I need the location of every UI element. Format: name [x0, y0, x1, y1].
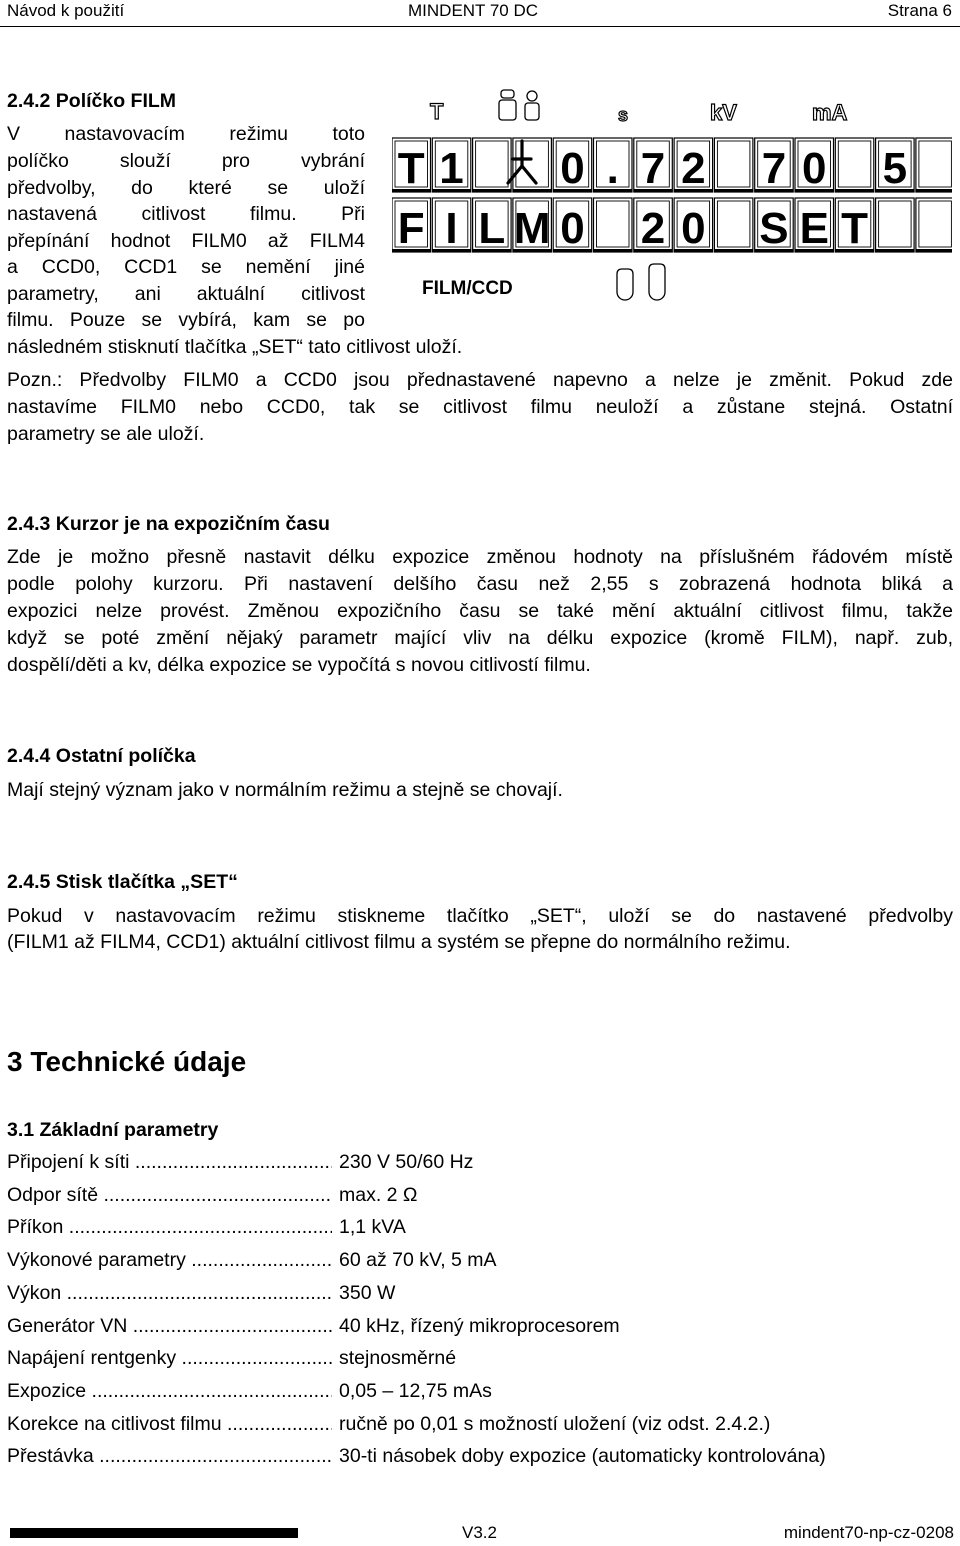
lcd-char: I [445, 204, 458, 253]
lcd-char: T [397, 144, 425, 193]
para-line: Pokud v nastavovacím režimu stiskneme tlačítko „SET“, uloží se do nastavené předvolby [7, 905, 953, 927]
param-label: Expozice ..... [7, 1380, 332, 1403]
param-label: Příkon ..... [7, 1216, 332, 1239]
footer-bar [10, 1528, 298, 1538]
para-line: předvolby, do které se uloží [7, 177, 365, 199]
adult-child-icon [617, 264, 665, 300]
param-value: 60 až 70 kV, 5 mA [339, 1249, 497, 1271]
lcd-label-t: T [430, 99, 444, 124]
lcd-char: L [478, 204, 506, 253]
lcd-cell [916, 198, 952, 252]
lcd-cell [714, 198, 753, 252]
para-line: dospělí/děti a kv, délka expozice se vypočítá s novou citlivostí filmu. [7, 654, 591, 676]
lcd-cell [634, 138, 673, 193]
lcd-cell [513, 138, 552, 192]
para-line: podle polohy kurzoru. Při nastavení delšího času než 2,55 s zobrazená hodnota bliká a [7, 573, 953, 595]
lcd-cell [473, 198, 512, 253]
note-line: Pozn.: Předvolby FILM0 a CCD0 jsou přednastavené napevno a nelze je změnit. Pokud zde [7, 369, 953, 391]
lcd-cell [392, 138, 431, 193]
lcd-cell [795, 198, 834, 253]
param-label: Výkon ..... [7, 1282, 332, 1305]
param-label: Napájení rentgenky ..... [7, 1347, 332, 1370]
header-center: MINDENT 70 DC [408, 1, 539, 20]
lcd-char: 7 [761, 144, 787, 193]
param-value: 230 V 50/60 Hz [339, 1151, 474, 1173]
chapter-3-title: 3 Technické údaje [7, 1046, 247, 1077]
display-caption: FILM/CCD [422, 278, 513, 299]
param-value: 1,1 kVA [339, 1216, 406, 1238]
lcd-char: T [841, 204, 868, 253]
para-line: Zde je možno přesně nastavit délku expozice změnou hodnoty na příslušném řádovém místě [7, 546, 953, 568]
lcd-cell [473, 138, 512, 192]
lcd-cell [755, 198, 794, 253]
lcd-cell [674, 198, 713, 253]
lcd-cell [513, 198, 552, 253]
section-2-4-3-title: 2.4.3 Kurzor je na expozičním času [7, 513, 330, 535]
lcd-cell [594, 138, 633, 193]
para-line: V nastavovacím režimu toto [7, 123, 365, 145]
param-label: Odpor sítě ..... [7, 1184, 332, 1207]
para-line: následném stisknutí tlačítka „SET“ tato citlivost uloží. [7, 336, 463, 358]
footer-doc-id: mindent70-np-cz-0208 [783, 1523, 954, 1542]
para-line: Mají stejný význam jako v normálním režimu a stejně se chovají. [7, 779, 563, 801]
lcd-row-2 [392, 198, 952, 253]
param-value: 350 W [339, 1282, 396, 1304]
para-line: expozici nelze provést. Změnou expozičního času se také mění aktuální citlivost filmu, takže [7, 600, 953, 622]
lcd-cell [553, 198, 592, 253]
lcd-char: 0 [681, 204, 706, 253]
lcd-cell [714, 138, 753, 192]
lcd-char: 0 [560, 144, 585, 193]
header-left: Návod k použití [7, 1, 125, 20]
para-line: a CCD0, CCD1 se nemění jiné [7, 256, 365, 278]
lcd-cell [876, 198, 915, 252]
note-line: parametry se ale uloží. [7, 423, 205, 445]
param-label: Přestávka ..... [7, 1445, 332, 1468]
para-line: parametry, ani aktuální citlivost [7, 283, 365, 305]
lcd-char: 0 [802, 144, 827, 193]
header-rule [0, 26, 960, 27]
para-line: když se poté změní nějaký parametr mající vliv na délku expozice (kromě FILM), např. zub, [7, 627, 953, 649]
lcd-char: 2 [640, 204, 666, 253]
lcd-label-ma: mA [812, 100, 848, 125]
param-label: Připojení k síti ..... [7, 1151, 332, 1174]
lcd-label-kv: kV [710, 100, 737, 125]
header-right: Strana 6 [887, 1, 952, 20]
footer-version: V3.2 [462, 1523, 497, 1542]
param-label: Korekce na citlivost filmu ..... [7, 1413, 332, 1436]
lcd-cell [634, 198, 673, 253]
param-label: Výkonové parametry ..... [7, 1249, 332, 1272]
lcd-cell [755, 138, 794, 193]
lcd-cell [916, 138, 952, 192]
param-value: 40 kHz, řízený mikroprocesorem [339, 1315, 620, 1337]
param-value: stejnosměrné [339, 1347, 457, 1369]
lcd-char: M [513, 204, 551, 253]
section-2-4-5-title: 2.4.5 Stisk tlačítka „SET“ [7, 871, 238, 893]
lcd-cell [835, 138, 874, 192]
lcd-cell [432, 198, 471, 253]
section-2-4-4-title: 2.4.4 Ostatní políčka [7, 745, 196, 767]
lcd-row-1 [392, 138, 952, 193]
lcd-char: 2 [681, 144, 706, 193]
lcd-char: F [397, 204, 425, 253]
section-2-4-2-title: 2.4.2 Políčko FILM [7, 90, 177, 112]
param-value: ručně po 0,01 s možností uložení (viz odst. 2.4.2.) [339, 1413, 771, 1435]
para-line: filmu. Pouze se vybírá, kam se po [7, 309, 365, 331]
note-line: nastavíme FILM0 nebo CCD0, tak se citlivost filmu neuloží a zůstane stejná. Ostatní [7, 396, 953, 418]
section-3-1-title: 3.1 Základní parametry [7, 1119, 219, 1141]
param-value: 0,05 – 12,75 mAs [339, 1380, 492, 1402]
lcd-char: 1 [439, 144, 464, 193]
lcd-char: E [799, 204, 829, 253]
para-line: políčko slouží pro vybrání [7, 150, 365, 172]
lcd-char: S [759, 204, 789, 253]
para-line: přepínání hodnot FILM0 až FILM4 [7, 230, 365, 252]
param-value: max. 2 Ω [339, 1184, 418, 1206]
param-value: 30-ti násobek doby expozice (automaticky kontrolována) [339, 1445, 826, 1467]
lcd-cell [795, 138, 834, 193]
para-line: (FILM1 až FILM4, CCD1) aktuální citlivost filmu a systém se přepne do normálního režimu. [7, 931, 791, 953]
lcd-cell [553, 138, 592, 193]
lcd-char: 0 [560, 204, 585, 253]
lcd-cell [432, 138, 471, 193]
lcd-label-s: s [618, 105, 629, 125]
lcd-display [392, 86, 952, 316]
para-line: nastavená citlivost filmu. Při [7, 203, 365, 225]
adult-child-outline-icon [499, 90, 539, 120]
lcd-cell [594, 198, 633, 252]
lcd-cell [835, 198, 874, 253]
param-label: Generátor VN ..... [7, 1315, 332, 1338]
lcd-char: 7 [640, 144, 666, 193]
lcd-cell [674, 138, 713, 193]
lcd-cell [876, 138, 915, 193]
lcd-char: . [606, 144, 619, 193]
lcd-char: 5 [882, 144, 908, 193]
lcd-cell [392, 198, 431, 253]
